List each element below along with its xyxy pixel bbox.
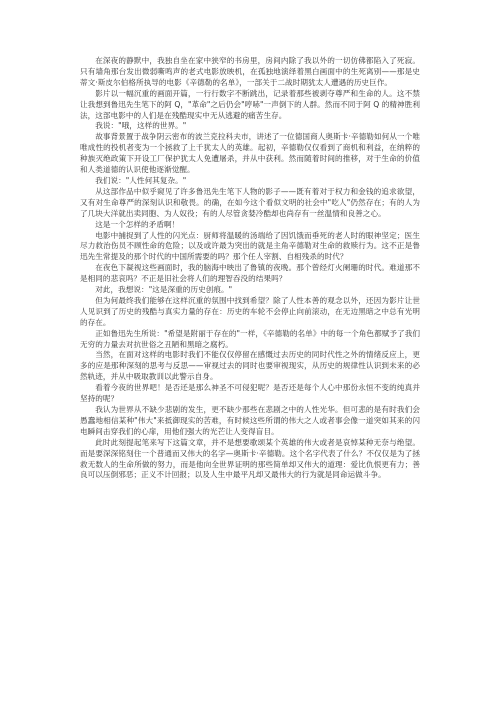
paragraph-10: 对此，我想说："这是深重的历史创痕。" [95,285,233,295]
paragraph-13: 当然，在面对这样的电影时我们不能仅仅停留在感慨过去历史的同时代性之外的情绪反应上，更多的应是那种深刻的思考与反思——审视过去的同时也要审视现实，从历史的规律性认识到未来的必然轨迹，并从中吸取教训以此警示自身。 [80,350,420,382]
paragraph-15: 我认为世界从不缺少悲剧的发生，更不缺少那些在悲剧之中的人性光华。但可悲的是有时我们会愚蠢地相信某种"伟大"来抵御现实的苦难，有时候这些所谓的伟大之人或者事会像一道突如其来的闪电瞬间击穿我们的心扉，用他们强大的光芒让人变得盲目。 [80,405,420,436]
paragraph-6: 从这部作品中似乎窥见了许多鲁迅先生笔下人物的影子——既有着对于权力和金钱的追求欲望，又有对生命尊严的深刻认识和敬畏。的确，在如今这个看似文明的社会中"吃人"仍然存在；有的人为了几块大洋就出卖同胞、为人奴役；有的人尽管贪婪冷酷却也尚存有一丝温情和良善之心。 [80,186,420,218]
paragraph-16: 此时此刻提起笔来写下这篇文章，并不是想要歌颂某个英雄的伟大或者是哀悼某种无奈与绝望。而是要深深铭刻住一个普通而又伟大的名字—奥斯卡·辛德勒。这个名字代表了什么？不仅仅是为了拯救无数人的生命所做的努力，而是他向全世界证明的那些简单却又伟大的道理：爱比仇恨更有力；善良可以压倒邪恶；正义不计回报；以及人生中最平凡却又最伟大的行为就是同命运做斗争。 [80,437,420,480]
paragraph-4: 故事背景置于战争阴云密布的波兰克拉科夫市，讲述了一位德国商人奥斯卡·辛德勒如何从一个唯唯成性的投机者变为一个拯救了上千犹太人的英雄。起初，辛德勒仅仅看到了商机和利益，在纳粹的种族灭绝政策下开设工厂保护犹太人免遭屠杀，并从中获利。然而随着时间的推移，对于生命的价值和人类道德的认识使他逐渐觉醒。 [80,132,420,175]
paragraph-8: 电影中捕捉到了人性的闪光点：厨师将温暖的汤端给了因饥饿而垂死的老人时的眼神坚定；医生尽力救治伤员不顾性命的危险；以及或许最为突出的就是主角辛德勒对生命的救赎行为。这不正是鲁迅先生常提及的那个时代的中国所需要的吗？那个任人宰割、自相残杀的时代？ [80,230,420,262]
article-body [80,56,420,481]
paragraph-14: 看着今夜的世界吧！是否还是那么神圣不可侵犯呢？是否还是每个人心中那份永恒不变的纯真并坚持的呢？ [80,383,420,404]
paragraph-2: 影片以一幅沉重的画面开篇，一行行数字不断跳出，记录着那些被剥夺尊严和生命的人。这不禁让我想到鲁迅先生笔下的阿 Q，"革命"之后仍会"哼哧"一声倒下的人群。然而不同于阿 Q 的精神胜利法，这部电影中的人们是在残酷现实中无从逃避的痛苦生存。 [80,88,420,120]
paragraph-11: 但为何最终我们能够在这样沉重的氛围中找到希望？除了人性本善的观念以外，还因为影片让世人见识到了历史的残酷与真实力量的存在：历史的车轮不会停止向前滚动，在无边黑暗之中总有光明的存在。 [80,295,420,327]
paragraph-1: 在深夜的静默中，我独自坐在家中狭窄的书房里，房间内除了我以外的一切仿佛都陷入了死寂。只有墙角那台发出微弱嘶鸣声的老式电影放映机，在孤独地演绎着黑白画面中的生死离别——那是史蒂文·斯皮尔伯格所执导的电影《辛德勒的名单》，一部关于二战时期犹太人遭遇的历史巨作。 [80,56,420,87]
paragraph-12: 正如鲁迅先生所说："希望是附丽于存在的"一样，《辛德勒的名单》中的每一个角色都赋予了我们无穷的力量去对抗世俗之丑陋和黑暗之腐朽。 [80,328,420,349]
paragraph-9: 在夜色下凝视这些画面时，我的脑海中映出了鲁镇的夜晚。那个曾经灯火阑珊的时代。难道那不是相同的悲哀吗？不正是旧社会将人们的理智吞没的结果吗？ [80,263,420,284]
paragraph-7: 这是一个怎样的矛盾啊！ [95,219,180,229]
paragraph-3: 我说："哦，这样的世界。" [95,121,187,131]
paragraph-5: 我们说："人性何其复杂。" [95,175,187,185]
